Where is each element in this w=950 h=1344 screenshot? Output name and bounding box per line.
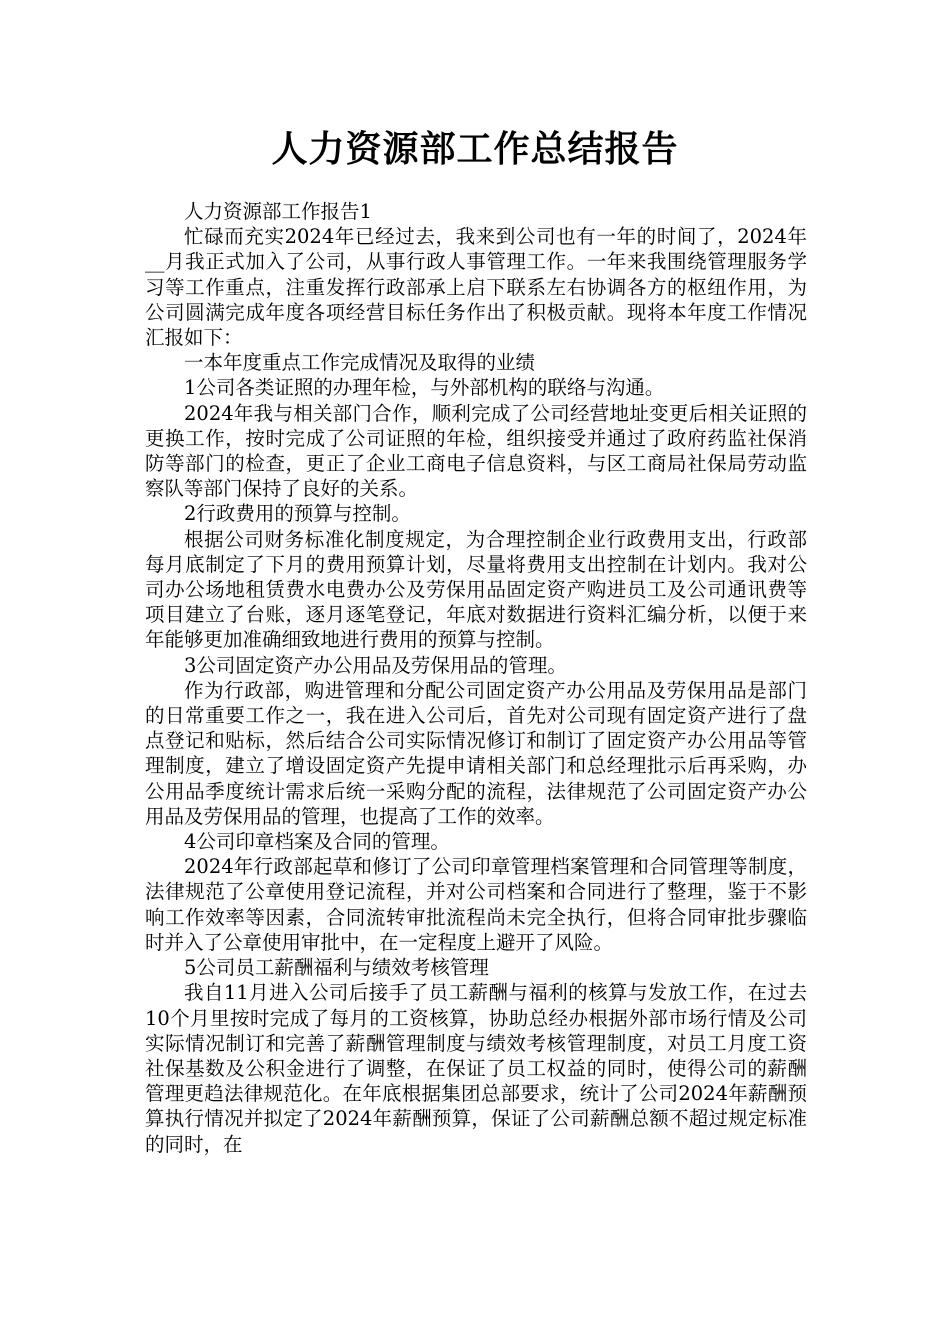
- section-heading: 一本年度重点工作完成情况及取得的业绩: [184, 351, 536, 375]
- body-paragraph: 根据公司财务标准化制度规定，为合理控制企业行政费用支出，行政部每月底制定了下月的费用预算计划，尽量将费用支出控制在计划内。我对公司办公场地租赁费水电费办公及劳保用品固定资产购进员工及公司通讯费等项目建立了台账，逐月逐笔登记，年底对数据进行资料汇编分析，以便于来年能够更加准确细致地进行费用的预算与控制。: [145, 527, 807, 652]
- item-heading: 4公司印章档案及合同的管理。: [184, 830, 450, 854]
- body-paragraph: 我自11月进入公司后接手了员工薪酬与福利的核算与发放工作，在过去10个月里按时完成了每月的工资核算，协助总经办根据外部市场行情及公司实际情况制订和完善了薪酬管理制度与绩效考核管理制度，对员工月度工资社保基数及公积金进行了调整，在保证了员工权益的同时，使得公司的薪酬管理更趋法律规范化。在年底根据集团总部要求，统计了公司2024年薪酬预算执行情况并拟定了2024年薪酬预算，保证了公司薪酬总额不超过规定标准的同时，在: [145, 981, 807, 1156]
- document-body: [145, 199, 807, 1157]
- document-title: 人力资源部工作总结报告: [271, 129, 679, 170]
- body-paragraph: 忙碌而充实2024年已经过去，我来到公司也有一年的时间了，2024年__月我正式加入了公司，从事行政人事管理工作。一年来我围绕管理服务学习等工作重点，注重发挥行政部承上启下联系左右协调各方的枢纽作用，为公司圆满完成年度各项经营目标任务作出了积极贡献。现将本年度工作情况汇报如下：: [145, 225, 807, 350]
- item-heading: 2行政费用的预算与控制。: [184, 502, 411, 526]
- item-heading: 1公司各类证照的办理年检，与外部机构的联络与沟通。: [184, 376, 665, 400]
- body-paragraph: 2024年我与相关部门合作，顺利完成了公司经营地址变更后相关证照的更换工作，按时完成了公司证照的年检，组织接受并通过了政府药监社保消防等部门的检查，更正了企业工商电子信息资料，与区工商局社保局劳动监察队等部门保持了良好的关系。: [145, 401, 807, 501]
- section-heading: 人力资源部工作报告1: [184, 200, 372, 223]
- item-heading: 3公司固定资产办公用品及劳保用品的管理。: [184, 653, 567, 677]
- body-paragraph: 作为行政部，购进管理和分配公司固定资产办公用品及劳保用品是部门的日常重要工作之一，我在进入公司后，首先对公司现有固定资产进行了盘点登记和贴标，然后结合公司实际情况修订和制订了固定资产办公用品等管理制度，建立了增设固定资产先提申请相关部门和总经理批示后再采购，办公用品季度统计需求后统一采购分配的流程，法律规范了公司固定资产办公用品及劳保用品的管理，也提高了工作的效率。: [145, 678, 807, 828]
- body-paragraph: 2024年行政部起草和修订了公司印章管理档案管理和合同管理等制度，法律规范了公章使用登记流程，并对公司档案和合同进行了整理，鉴于不影响工作效率等因素，合同流转审批流程尚未完全执行，但将合同审批步骤临时并入了公章使用审批中，在一定程度上避开了风险。: [145, 855, 807, 954]
- item-heading: 5公司员工薪酬福利与绩效考核管理: [184, 956, 489, 980]
